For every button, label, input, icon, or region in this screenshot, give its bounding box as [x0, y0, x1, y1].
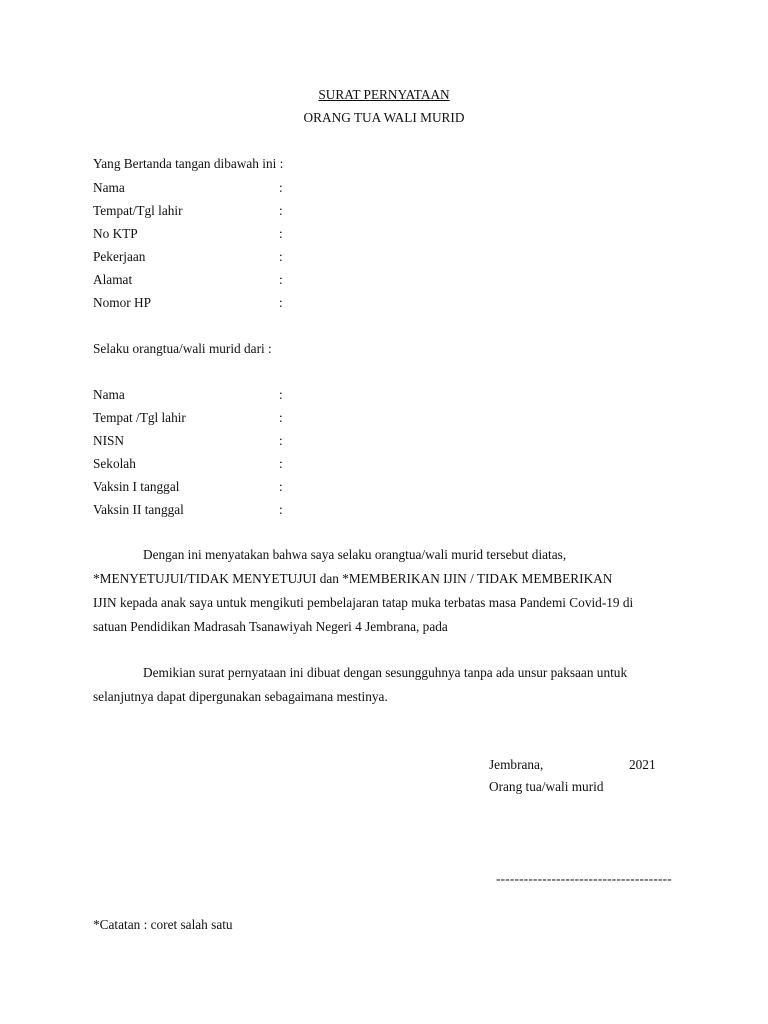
closing-line: selanjutnya dapat dipergunakan sebagaimana mestinya.	[93, 689, 388, 704]
student-field-colon: :	[279, 456, 283, 471]
student-field-colon: :	[279, 410, 283, 425]
parent-field-colon: :	[279, 203, 283, 218]
student-field-label: Vaksin I tanggal	[93, 479, 180, 494]
student-field-colon: :	[279, 502, 283, 517]
parent-field-label: Tempat/Tgl lahir	[93, 203, 183, 218]
parent-field-label: Nama	[93, 180, 125, 195]
parent-field-colon: :	[279, 295, 283, 310]
statement-line: *MENYETUJUI/TIDAK MENYETUJUI dan *MEMBERIKAN IJIN / TIDAK MEMBERIKAN	[93, 571, 613, 586]
student-field-colon: :	[279, 479, 283, 494]
document-subtitle: ORANG TUA WALI MURID	[303, 110, 465, 125]
parent-field-colon: :	[279, 272, 283, 287]
document-title: SURAT PERNYATAAN	[318, 87, 450, 102]
parent-field-label: Alamat	[93, 272, 133, 287]
student-field-colon: :	[279, 387, 283, 402]
signature-role: Orang tua/wali murid	[489, 779, 604, 794]
student-field-label: Nama	[93, 387, 125, 402]
closing-line: Demikian surat pernyataan ini dibuat dengan sesungguhnya tanpa ada unsur paksaan untuk	[143, 665, 628, 680]
student-field-label: Sekolah	[93, 456, 136, 471]
intro-text: Yang Bertanda tangan dibawah ini :	[93, 156, 284, 171]
student-field-label: Tempat /Tgl lahir	[93, 410, 186, 425]
student-field-colon: :	[279, 433, 283, 448]
parent-field-colon: :	[279, 226, 283, 241]
statement-line: satuan Pendidikan Madrasah Tsanawiyah Negeri 4 Jembrana, pada	[93, 619, 448, 634]
signature-place: Jembrana,	[489, 757, 544, 772]
footnote: *Catatan : coret salah satu	[93, 917, 233, 932]
signature-year: 2021	[629, 757, 656, 772]
parent-field-label: No KTP	[93, 226, 138, 241]
statement-line: IJIN kepada anak saya untuk mengikuti pembelajaran tatap muka terbatas masa Pandemi Covid-19 di	[93, 595, 634, 610]
signature-line: --------------------------------------	[496, 871, 672, 886]
student-intro-text: Selaku orangtua/wali murid dari :	[93, 341, 272, 356]
statement-line: Dengan ini menyatakan bahwa saya selaku orangtua/wali murid tersebut diatas,	[143, 547, 567, 562]
parent-field-label: Nomor HP	[93, 295, 151, 310]
parent-field-colon: :	[279, 249, 283, 264]
parent-field-colon: :	[279, 180, 283, 195]
student-field-label: NISN	[93, 433, 125, 448]
parent-field-label: Pekerjaan	[93, 249, 146, 264]
student-field-label: Vaksin II tanggal	[93, 502, 184, 517]
